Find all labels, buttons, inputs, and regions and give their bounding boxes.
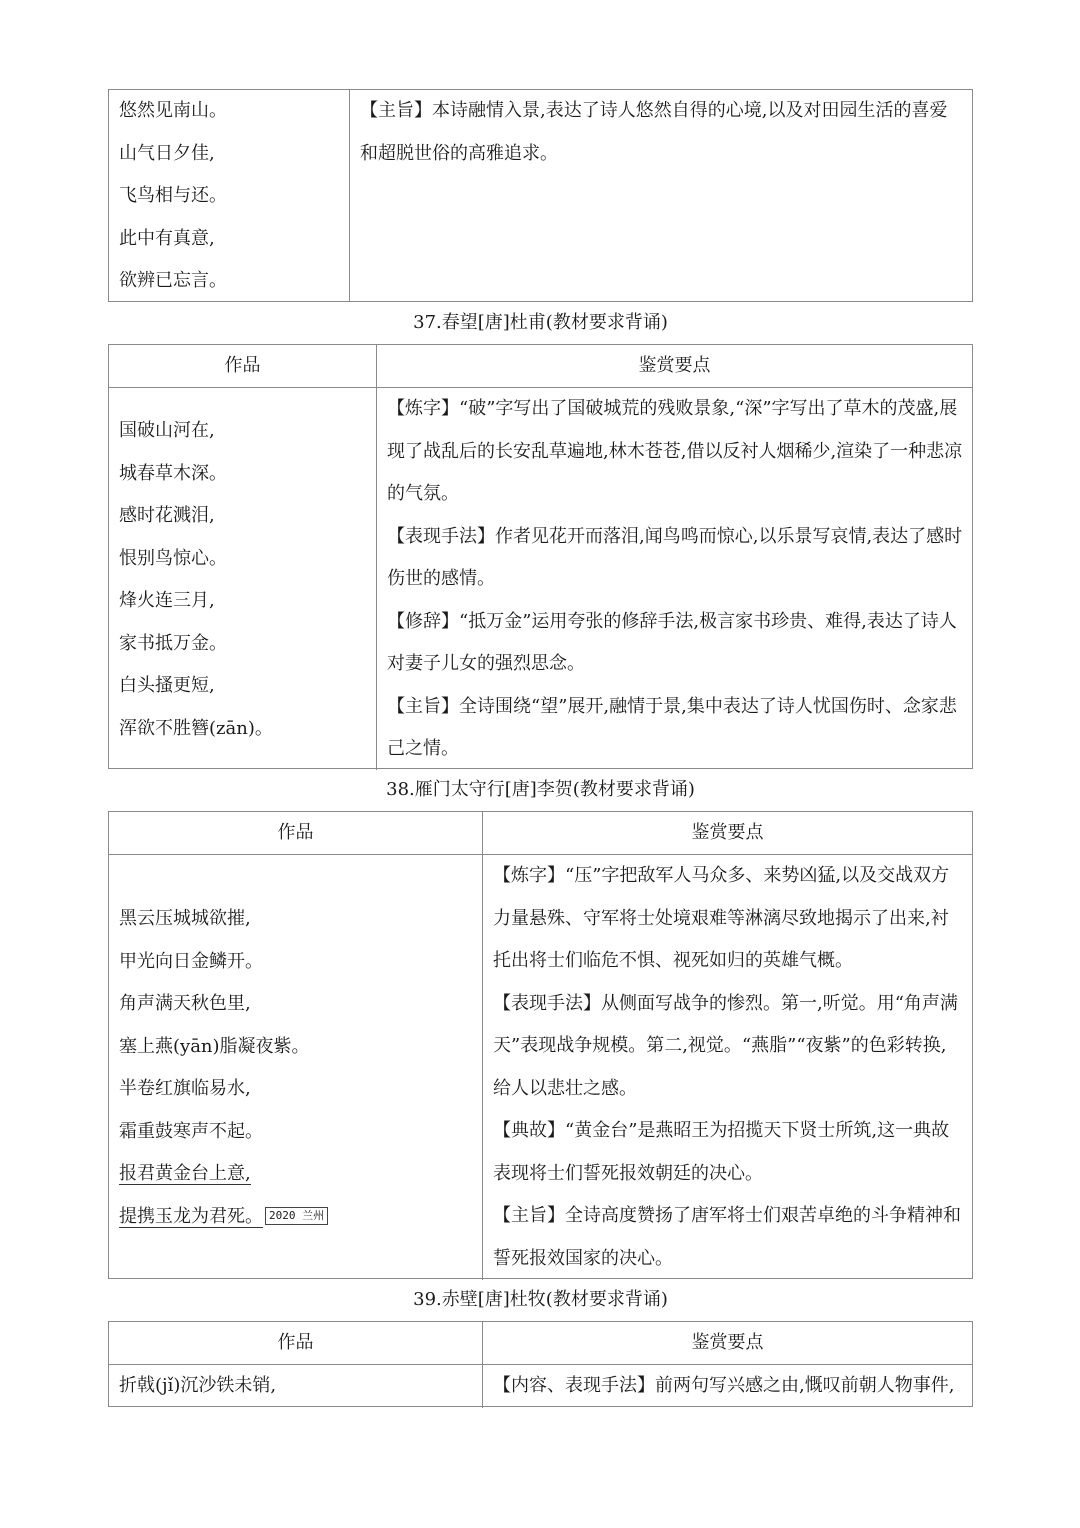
note-theme: 【主旨】本诗融情入景,表达了诗人悠然自得的心境,以及对田园生活的喜爱和超脱世俗的高雅追求。: [360, 100, 948, 164]
poem-line: 悠然见南山。: [119, 100, 227, 121]
poem-line: 塞上燕(yān)脂凝夜紫。: [119, 1035, 310, 1057]
poem-line: 山气日夕佳,: [119, 142, 215, 164]
poem-line: [119, 1196, 482, 1239]
poem-line: 白头搔更短,: [119, 675, 215, 696]
section-title-37: 37.春望[唐]杜甫(教材要求背诵): [413, 312, 668, 333]
note-technique: 【表现手法】从侧面写战争的惨烈。第一,听觉。用“角声满天”表现战争规模。第二,视觉。“燕脂”“夜紫”的色彩转换,给人以悲壮之感。: [493, 992, 958, 1099]
section-title-39: 39.赤壁[唐]杜牧(教材要求背诵): [413, 1289, 668, 1310]
note-word-choice: 【炼字】“压”字把敌军人马众多、来势凶猛,以及交战双方力量悬殊、守军将士处境艰难等淋漓尽致地揭示了出来,衬托出将士们临危不惧、视死如归的英雄气概。: [493, 865, 950, 971]
poem-line: 黑云压城城欲摧,: [119, 908, 251, 929]
note-technique: 【表现手法】作者见花开而落泪,闻鸟鸣而惊心,以乐景写哀情,表达了感时伤世的感情。: [387, 525, 963, 589]
underlined-line: 提携玉龙为君死。: [119, 1205, 263, 1227]
poem-cell: [109, 388, 376, 770]
poem-line: 折戟(jǐ)沉沙铁未销,: [119, 1375, 277, 1396]
header-appreciation: 鉴赏要点: [482, 812, 972, 854]
poem-line: [119, 1153, 482, 1196]
poem-cell: [109, 855, 482, 1280]
appreciation-cell: [376, 388, 972, 770]
note-theme: 【主旨】全诗围绕“望”展开,融情于景,集中表达了诗人忧国伤时、念家悲己之情。: [387, 695, 957, 759]
poem-line: 家书抵万金。: [119, 632, 227, 654]
poem-cell: [109, 1365, 482, 1408]
section-title-38: 38.雁门太守行[唐]李贺(教材要求背诵): [386, 779, 695, 800]
table-poem-continued: [108, 89, 973, 302]
poem-line: 烽火连三月,: [119, 590, 215, 611]
exam-source-tag: 2020 兰州: [265, 1207, 328, 1225]
note-rhetoric: 【修辞】“抵万金”运用夸张的修辞手法,极言家书珍贵、难得,表达了诗人对妻子儿女的强烈思念。: [387, 610, 957, 674]
poem-line: 角声满天秋色里,: [119, 993, 251, 1014]
poem-line: 霜重鼓寒声不起。: [119, 1120, 263, 1142]
table-39: [108, 1321, 973, 1407]
table-37: [108, 344, 973, 769]
poem-line: 甲光向日金鳞开。: [119, 950, 263, 972]
header-appreciation: 鉴赏要点: [376, 345, 972, 387]
underlined-line: 报君黄金台上意,: [119, 1163, 251, 1184]
appreciation-cell: [349, 90, 972, 301]
table-header: [109, 345, 972, 387]
poem-line: 欲辨已忘言。: [119, 270, 227, 291]
poem-line: 飞鸟相与还。: [119, 185, 227, 206]
poem-line: 此中有真意,: [119, 227, 215, 249]
header-works: 作品: [224, 355, 261, 376]
poem-line: 城春草木深。: [119, 462, 227, 484]
poem-line: 国破山河在,: [119, 420, 215, 441]
header-appreciation: 鉴赏要点: [482, 1322, 972, 1364]
poem-line: 感时花溅泪,: [119, 505, 215, 526]
poem-line: 恨别鸟惊心。: [119, 547, 227, 569]
poem-cell: [109, 90, 349, 301]
table-38: [108, 811, 973, 1279]
header-works: 作品: [277, 822, 314, 843]
table-header: [109, 1322, 972, 1364]
table-header: [109, 812, 972, 854]
note-word-choice: 【炼字】“破”字写出了国破城荒的残败景象,“深”字写出了草木的茂盛,展现了战乱后的长安乱草遍地,林木苍苍,借以反衬人烟稀少,渲染了一种悲凉的气氛。: [387, 398, 963, 504]
appreciation-cell: [482, 1365, 972, 1408]
appreciation-cell: [482, 855, 972, 1280]
note-allusion: 【典故】“黄金台”是燕昭王为招揽天下贤士所筑,这一典故表现将士们誓死报效朝廷的决心。: [493, 1120, 950, 1184]
poem-line: 半卷红旗临易水,: [119, 1078, 251, 1099]
note-theme: 【主旨】全诗高度赞扬了唐军将士们艰苦卓绝的斗争精神和誓死报效国家的决心。: [493, 1205, 961, 1269]
header-works: 作品: [277, 1332, 314, 1353]
note-content-technique: 【内容、表现手法】前两句写兴感之由,慨叹前朝人物事件,: [493, 1375, 955, 1396]
poem-line: 浑欲不胜簪(zān)。: [119, 717, 273, 739]
